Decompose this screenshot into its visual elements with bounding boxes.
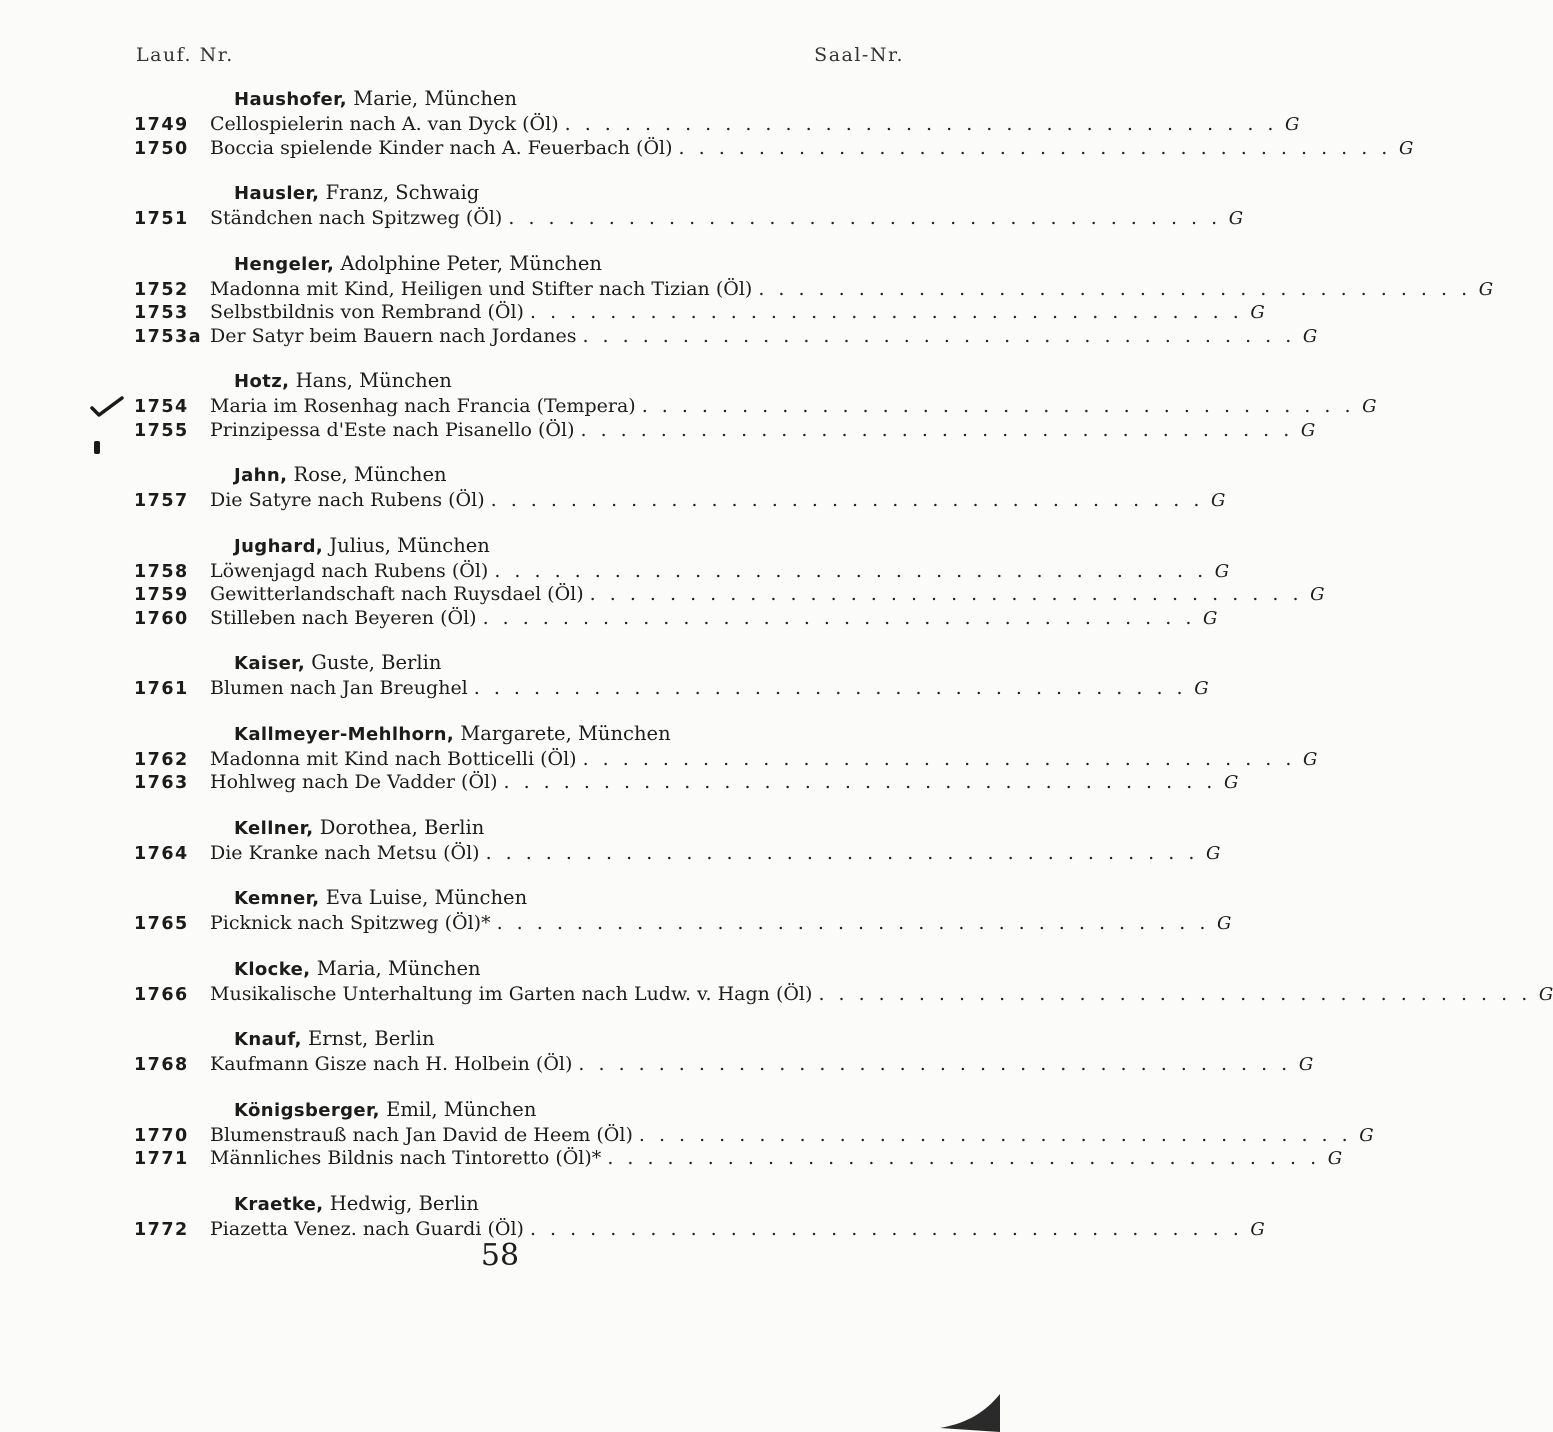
work-title: Stilleben nach Beyeren (Öl) [210, 606, 477, 629]
catalog-row [134, 771, 1239, 795]
work-title: Blumenstrauß nach Jan David de Heem (Öl) [210, 1123, 633, 1146]
artist-name [134, 86, 914, 113]
artist-surname: Klocke, [234, 958, 311, 980]
artist-surname: Knauf, [234, 1029, 302, 1050]
saal-number: G [1310, 584, 1325, 605]
lauf-number: 1749 [134, 115, 189, 135]
artist-surname: Hotz, [234, 371, 290, 392]
artist-surname: Königsberger, [234, 1099, 380, 1121]
saal-number: G [1214, 560, 1230, 582]
artist-details: Marie, München [353, 87, 517, 110]
saal-number: G [1285, 114, 1300, 135]
artist-name [134, 251, 914, 278]
artist-details: Hans, München [295, 369, 452, 392]
pencil-mark-icon [94, 441, 100, 454]
artist-entry [134, 251, 1494, 349]
work-title: Die Satyre nach Rubens (Öl) [210, 489, 485, 511]
work-title: Löwenjagd nach Rubens (Öl) [210, 559, 489, 582]
dot-leader: . . . . . . . . . . . . . . . . . . . . . . . . . . . . . . . . . . . . [494, 559, 1208, 582]
work-title: Madonna mit Kind, Heiligen und Stifter nach Tizian (Öl) [210, 277, 753, 300]
artist-entry [134, 721, 1318, 795]
catalog-row [134, 606, 1218, 631]
saal-number: G [1205, 842, 1221, 864]
artist-details: Hedwig, Berlin [329, 1191, 479, 1215]
work-title: Madonna mit Kind nach Botticelli (Öl) [210, 747, 577, 770]
lauf-number: 1755 [134, 420, 189, 441]
artist-entry [134, 86, 1414, 160]
dot-leader: . . . . . . . . . . . . . . . . . . . . . . . . . . . . . . . . . . . . [582, 324, 1296, 347]
artist-entry [134, 885, 1232, 936]
page-number: 58 [480, 1238, 520, 1273]
column-header-saal-nr: Saal-Nr. [814, 44, 904, 66]
work-title: Ständchen nach Spitzweg (Öl) [210, 207, 503, 229]
dot-leader: . . . . . . . . . . . . . . . . . . . . . . . . . . . . . . . . . . . . [580, 418, 1294, 441]
work-title: Die Kranke nach Metsu (Öl) [210, 841, 480, 864]
artist-name [134, 462, 914, 489]
dot-leader: . . . . . . . . . . . . . . . . . . . . . . . . . . . . . . . . . . . . [529, 301, 1243, 323]
saal-number: G [1211, 490, 1226, 511]
saal-number: G [1327, 1148, 1343, 1169]
catalog-row [134, 912, 1232, 936]
lauf-number: 1751 [134, 209, 189, 229]
saal-number: G [1250, 1218, 1265, 1240]
lauf-number: 1760 [134, 608, 189, 629]
artist-entry [134, 1097, 1374, 1171]
catalog-row [134, 136, 1414, 161]
dot-leader: . . . . . . . . . . . . . . . . . . . . . . . . . . . . . . . . . . . . [578, 1053, 1292, 1075]
saal-number: G [1302, 325, 1318, 347]
checkmark-icon [90, 396, 124, 418]
artist-surname: Kemner, [234, 888, 320, 909]
artist-entry [134, 1191, 1265, 1242]
work-title: Prinzipessa d'Este nach Pisanello (Öl) [210, 418, 575, 441]
catalog-row [134, 395, 1377, 419]
lauf-number: 1753a [134, 326, 203, 347]
column-header-lauf-nr: Lauf. Nr. [136, 44, 234, 66]
dot-leader: . . . . . . . . . . . . . . . . . . . . . . . . . . . . . . . . . . . . [818, 982, 1532, 1005]
work-title: Maria im Rosenhag nach Francia (Tempera) [210, 395, 636, 417]
catalog-row [134, 583, 1325, 607]
catalog-row [134, 1053, 1314, 1077]
artist-name [134, 368, 914, 395]
saal-number: G [1362, 396, 1377, 417]
work-title: Picknick nach Spitzweg (Öl)* [210, 912, 491, 934]
catalog-row [134, 841, 1221, 866]
artist-surname: Jughard, [234, 535, 324, 557]
saal-number: G [1300, 419, 1316, 441]
dot-leader: . . . . . . . . . . . . . . . . . . . . . . . . . . . . . . . . . . . . [490, 489, 1204, 511]
artist-surname: Hausler, [234, 183, 320, 204]
artist-surname: Kraetke, [234, 1193, 324, 1215]
saal-number: G [1228, 208, 1244, 229]
work-title: Gewitterlandschaft nach Ruysdael (Öl) [210, 583, 584, 605]
artist-surname: Kallmeyer-Mehlhorn, [234, 723, 455, 745]
lauf-number: 1757 [134, 491, 189, 511]
artist-entry [134, 956, 1553, 1007]
catalog-row [134, 113, 1300, 137]
saal-number: G [1538, 983, 1553, 1005]
catalog-row [134, 747, 1318, 772]
catalog-row [134, 324, 1318, 349]
dot-leader: . . . . . . . . . . . . . . . . . . . . . . . . . . . . . . . . . . . . [589, 583, 1303, 605]
catalog-row [134, 207, 1244, 231]
page-curl-shadow [920, 1372, 1000, 1432]
artist-entry [134, 368, 1377, 442]
lauf-number: 1766 [134, 984, 189, 1005]
work-title: Blumen nach Jan Breughel [210, 677, 468, 699]
lauf-number: 1758 [134, 561, 189, 582]
work-title: Cellospielerin nach A. van Dyck (Öl) [210, 113, 559, 135]
saal-number: G [1223, 772, 1239, 793]
work-title: Kaufmann Gisze nach H. Holbein (Öl) [210, 1053, 573, 1075]
dot-leader: . . . . . . . . . . . . . . . . . . . . . . . . . . . . . . . . . . . . [496, 912, 1210, 934]
catalog-row [134, 489, 1226, 513]
dot-leader: . . . . . . . . . . . . . . . . . . . . . . . . . . . . . . . . . . . . [529, 1217, 1243, 1240]
lauf-number: 1759 [134, 585, 189, 605]
artist-details: Rose, München [293, 463, 447, 486]
saal-number: G [1303, 748, 1318, 770]
saal-number: G [1250, 302, 1265, 323]
artist-name [134, 533, 914, 560]
artist-surname: Kellner, [234, 817, 314, 839]
catalog-row [134, 1123, 1374, 1148]
artist-details: Margarete, München [460, 721, 671, 745]
work-title: Der Satyr beim Bauern nach Jordanes [210, 324, 577, 347]
artist-name [134, 721, 914, 748]
artist-entry [134, 1026, 1314, 1077]
artist-entry [134, 533, 1325, 631]
saal-number: G [1194, 678, 1209, 699]
artist-details: Franz, Schwaig [325, 181, 480, 204]
artist-name [134, 1097, 914, 1124]
artist-details: Guste, Berlin [311, 651, 442, 674]
saal-number: G [1217, 913, 1232, 934]
saal-number: G [1398, 137, 1414, 159]
lauf-number: 1762 [134, 749, 189, 770]
artist-surname: Jahn, [234, 465, 288, 486]
work-title: Piazetta Venez. nach Guardi (Öl) [210, 1217, 524, 1240]
dot-leader: . . . . . . . . . . . . . . . . . . . . . . . . . . . . . . . . . . . . [641, 395, 1355, 417]
artist-name [134, 815, 914, 842]
artist-details: Ernst, Berlin [308, 1027, 435, 1050]
dot-leader: . . . . . . . . . . . . . . . . . . . . . . . . . . . . . . . . . . . . [678, 136, 1392, 159]
dot-leader: . . . . . . . . . . . . . . . . . . . . . . . . . . . . . . . . . . . . [508, 207, 1222, 229]
artist-details: Dorothea, Berlin [319, 815, 485, 839]
dot-leader: . . . . . . . . . . . . . . . . . . . . . . . . . . . . . . . . . . . . [638, 1123, 1352, 1146]
work-title: Selbstbildnis von Rembrand (Öl) [210, 301, 524, 323]
artist-surname: Kaiser, [234, 653, 306, 674]
catalog-row [134, 277, 1494, 302]
lauf-number: 1750 [134, 138, 189, 159]
artist-entry [134, 650, 1209, 701]
artist-details: Julius, München [329, 533, 490, 557]
catalog-row [134, 982, 1553, 1007]
lauf-number: 1754 [134, 397, 189, 417]
lauf-number: 1752 [134, 279, 189, 300]
artist-details: Maria, München [316, 956, 481, 980]
catalog-row [134, 301, 1265, 325]
artist-entry [134, 815, 1221, 866]
lauf-number: 1763 [134, 773, 189, 793]
artist-name [134, 1191, 914, 1218]
dot-leader: . . . . . . . . . . . . . . . . . . . . . . . . . . . . . . . . . . . . [482, 606, 1196, 629]
lauf-number: 1765 [134, 914, 189, 934]
work-title: Hohlweg nach De Vadder (Öl) [210, 771, 498, 793]
artist-entry [134, 180, 1244, 231]
dot-leader: . . . . . . . . . . . . . . . . . . . . . . . . . . . . . . . . . . . . [564, 113, 1278, 135]
lauf-number: 1761 [134, 679, 189, 699]
artist-name [134, 650, 914, 677]
lauf-number: 1753 [134, 303, 189, 323]
work-title: Boccia spielende Kinder nach A. Feuerbach (Öl) [210, 136, 673, 159]
artist-surname: Haushofer, [234, 89, 348, 110]
artist-name [134, 180, 914, 207]
dot-leader: . . . . . . . . . . . . . . . . . . . . . . . . . . . . . . . . . . . . [473, 677, 1187, 699]
work-title: Männliches Bildnis nach Tintoretto (Öl)* [210, 1147, 602, 1169]
lauf-number: 1764 [134, 843, 189, 864]
lauf-number: 1768 [134, 1055, 189, 1075]
dot-leader: . . . . . . . . . . . . . . . . . . . . . . . . . . . . . . . . . . . . [607, 1147, 1321, 1169]
artist-name [134, 1026, 914, 1053]
saal-number: G [1478, 278, 1494, 300]
dot-leader: . . . . . . . . . . . . . . . . . . . . . . . . . . . . . . . . . . . . [503, 771, 1217, 793]
saal-number: G [1202, 607, 1218, 629]
saal-number: G [1359, 1124, 1374, 1146]
dot-leader: . . . . . . . . . . . . . . . . . . . . . . . . . . . . . . . . . . . . [485, 841, 1199, 864]
catalog-row [134, 677, 1209, 701]
artist-details: Adolphine Peter, München [340, 251, 602, 275]
catalog-row [134, 418, 1316, 443]
lauf-number: 1772 [134, 1219, 189, 1240]
artist-name [134, 885, 914, 912]
dot-leader: . . . . . . . . . . . . . . . . . . . . . . . . . . . . . . . . . . . . [582, 747, 1296, 770]
lauf-number: 1770 [134, 1125, 189, 1146]
catalog-row [134, 559, 1230, 584]
artist-details: Eva Luise, München [325, 886, 528, 909]
artist-name [134, 956, 914, 983]
lauf-number: 1771 [134, 1149, 189, 1169]
artist-surname: Hengeler, [234, 253, 335, 275]
artist-entry [134, 462, 1226, 513]
catalog-row [134, 1147, 1343, 1171]
work-title: Musikalische Unterhaltung im Garten nach Ludw. v. Hagn (Öl) [210, 982, 813, 1005]
artist-details: Emil, München [386, 1097, 537, 1121]
saal-number: G [1298, 1054, 1314, 1075]
dot-leader: . . . . . . . . . . . . . . . . . . . . . . . . . . . . . . . . . . . . [758, 277, 1472, 300]
artist-list [134, 86, 1553, 1261]
